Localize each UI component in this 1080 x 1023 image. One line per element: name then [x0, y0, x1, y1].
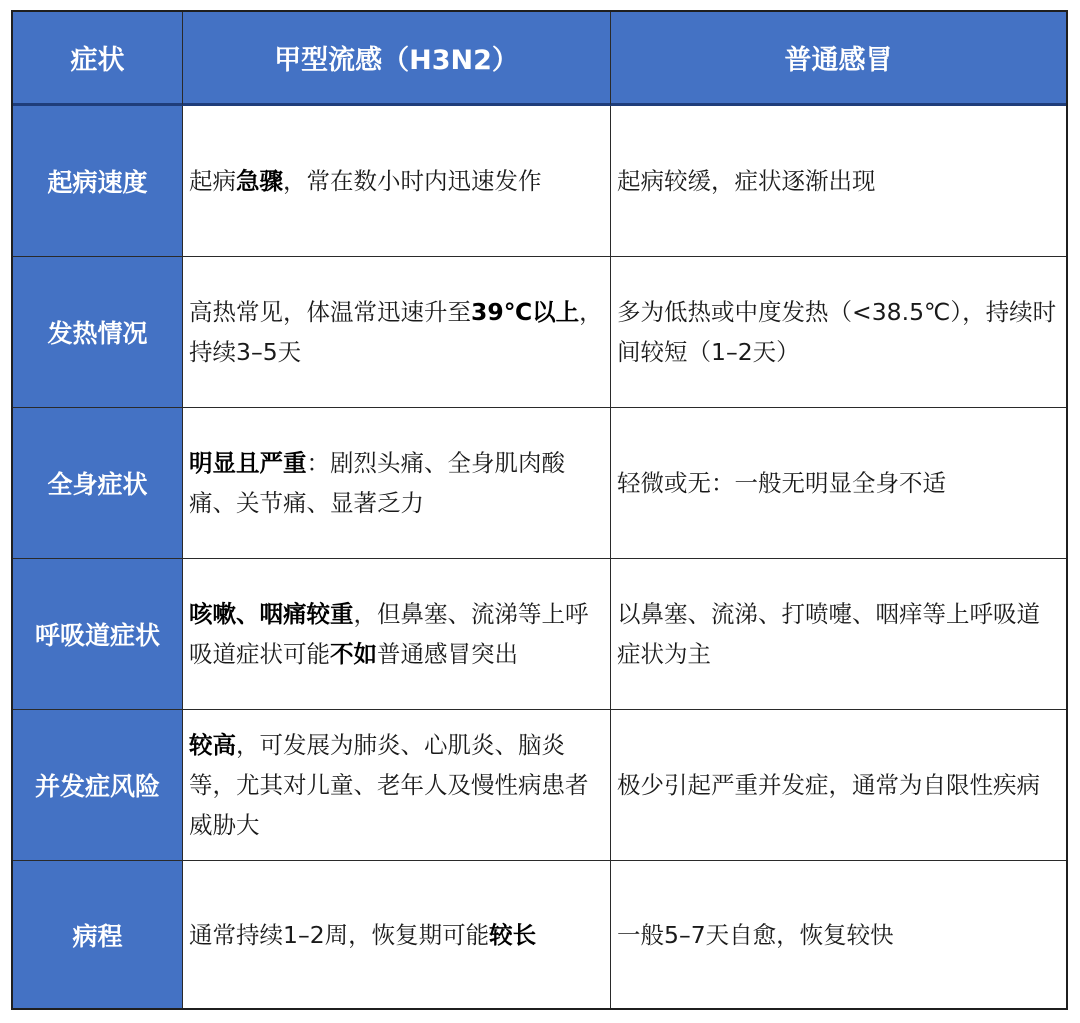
text-segment: 起病: [189, 167, 236, 195]
flu-description-cell: [183, 861, 611, 1008]
text-segment: ：剧烈头痛、全身肌肉酸痛、关节痛、显著乏力: [189, 449, 565, 517]
text-segment: 极少引起严重并发症，通常为自限性疾病: [617, 771, 1040, 799]
text-segment: ，但鼻塞、流涕等上呼吸道症状可能: [189, 600, 589, 668]
cold-description-text: [617, 161, 876, 201]
text-segment: 以鼻塞、流涕、打喷嚏、咽痒等上呼吸道症状为主: [617, 600, 1040, 668]
text-segment: 通常持续1–2周，恢复期可能: [189, 920, 490, 949]
cold-description-cell: [611, 257, 1066, 408]
emphasis-text: 明显且严重: [189, 449, 307, 477]
emphasis-text: 不如: [330, 640, 377, 668]
flu-description-cell: [183, 559, 611, 710]
cold-description-cell: [611, 408, 1066, 559]
cold-description-text: [617, 765, 1040, 805]
text-segment: 起病较缓，症状逐渐出现: [617, 167, 876, 195]
cold-description-cell: [611, 559, 1066, 710]
text-segment: 高热常见，体温常迅速升至: [189, 298, 471, 326]
flu-description-text: [189, 443, 604, 523]
cold-description-cell: [611, 106, 1066, 257]
text-segment: ，可发展为肺炎、心肌炎、脑炎等，尤其对儿童、老年人及慢性病患者威胁大: [189, 731, 589, 839]
text-segment: ，持续3–5天: [189, 298, 603, 366]
row-symptom-label: 并发症风险: [13, 710, 183, 861]
cold-description-text: [617, 463, 946, 503]
flu-description-text: [189, 292, 604, 372]
header-symptom: 症状: [13, 12, 183, 106]
cold-description-text: [617, 292, 1060, 372]
flu-description-text: [189, 161, 542, 201]
comparison-table: [11, 10, 1068, 1010]
flu-description-cell: [183, 710, 611, 861]
header-flu: 甲型流感（H3N2）: [183, 12, 611, 106]
row-symptom-label: 全身症状: [13, 408, 183, 559]
cold-description-text: [617, 594, 1060, 674]
row-symptom-label: 起病速度: [13, 106, 183, 257]
row-symptom-label: 呼吸道症状: [13, 559, 183, 710]
emphasis-text: 较高: [189, 731, 236, 759]
flu-description-cell: [183, 408, 611, 559]
flu-description-text: [189, 915, 536, 955]
emphasis-text: 较长: [489, 920, 537, 949]
cold-description-cell: [611, 861, 1066, 1008]
text-segment: 一般5–7天自愈，恢复较快: [617, 920, 894, 949]
row-symptom-label: 发热情况: [13, 257, 183, 408]
text-segment: ，常在数小时内迅速发作: [283, 167, 542, 195]
text-segment: 轻微或无：一般无明显全身不适: [617, 469, 946, 497]
flu-description-text: [189, 725, 604, 845]
row-symptom-label: 病程: [13, 861, 183, 1008]
flu-description-cell: [183, 257, 611, 408]
text-segment: 普通感冒突出: [377, 640, 518, 668]
cold-description-text: [617, 915, 894, 955]
header-cold: 普通感冒: [611, 12, 1066, 106]
emphasis-text: 39℃以上: [471, 298, 580, 326]
flu-description-cell: [183, 106, 611, 257]
emphasis-text: 咳嗽、咽痛较重: [189, 600, 354, 628]
text-segment: 多为低热或中度发热（<38.5℃），持续时间较短（1–2天）: [617, 298, 1057, 366]
emphasis-text: 急骤: [236, 167, 283, 195]
flu-description-text: [189, 594, 604, 674]
cold-description-cell: [611, 710, 1066, 861]
